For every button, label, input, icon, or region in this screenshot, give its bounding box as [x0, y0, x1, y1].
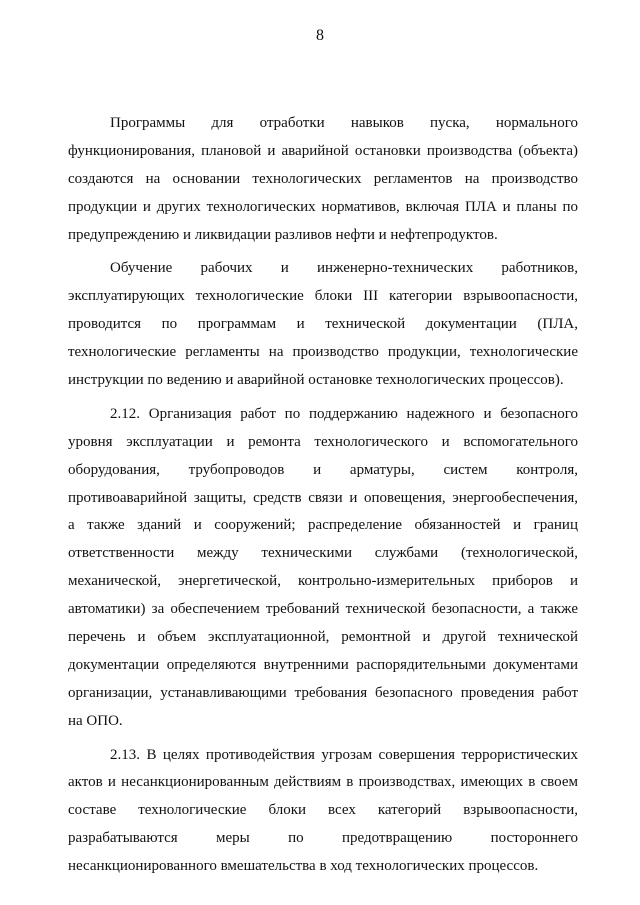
text-line: проводится по программам и технической документации (ПЛА, [68, 316, 578, 333]
text-line: создаются на основании технологических регламентов на производство [68, 170, 578, 187]
paragraph-section-2-13 [68, 742, 578, 881]
text-line: организации, устанавливающими требования безопасного проведения работ [68, 684, 578, 701]
text-line: эксплуатирующих технологические блоки III категории взрывоопасности, [68, 288, 578, 305]
text-line: а также зданий и сооружений; распределение обязанностей и границ [68, 517, 578, 534]
text-line: перечень и объем эксплуатационной, ремонтной и другой технической [68, 629, 578, 646]
text-line: функционирования, плановой и аварийной остановки производства (объекта) [68, 142, 578, 159]
paragraph-worker-training [68, 255, 578, 394]
document-body [68, 110, 578, 881]
text-line: составе технологические блоки всех категорий взрывоопасности, [68, 802, 578, 819]
text-line: 2.12. Организация работ по поддержанию надежного и безопасного [110, 405, 578, 422]
text-line: актов и несанкционированным действиям в производствах, имеющих в своем [68, 774, 578, 791]
text-line: ответственности между техническими службами (технологической, [68, 545, 578, 562]
text-line: механической, энергетической, контрольно-измерительных приборов и [68, 573, 578, 590]
text-line: на ОПО. [68, 712, 123, 729]
text-line: документации определяются внутренними распорядительными документами [68, 656, 578, 673]
text-line: 2.13. В целях противодействия угрозам совершения террористических [110, 746, 578, 763]
text-line: противоаварийной защиты, средств связи и оповещения, энергообеспечения, [68, 489, 578, 506]
paragraph-training-programs [68, 110, 578, 249]
text-line: технологические регламенты на производство продукции, технологические [68, 344, 578, 361]
text-line: оборудования, трубопроводов и арматуры, систем контроля, [68, 461, 578, 478]
text-line: Программы для отработки навыков пуска, нормального [110, 115, 578, 131]
page-number: 8 [316, 27, 324, 44]
text-line: продукции и других технологических нормативов, включая ПЛА и планы по [68, 198, 578, 215]
text-line: несанкционированного вмешательства в ход технологических процессов. [68, 858, 539, 875]
text-line: автоматики) за обеспечением требований технической безопасности, а также [68, 601, 578, 618]
paragraph-section-2-12 [68, 401, 578, 736]
text-line: разрабатываются меры по предотвращению постороннего [68, 830, 578, 847]
text-line: инструкции по ведению и аварийной остановке технологических процессов). [68, 372, 564, 389]
text-line: уровня эксплуатации и ремонта технологического и вспомогательного [68, 433, 578, 450]
text-line: предупреждению и ликвидации разливов нефти и нефтепродуктов. [68, 226, 498, 243]
text-line: Обучение рабочих и инженерно-технических работников, [110, 260, 578, 277]
